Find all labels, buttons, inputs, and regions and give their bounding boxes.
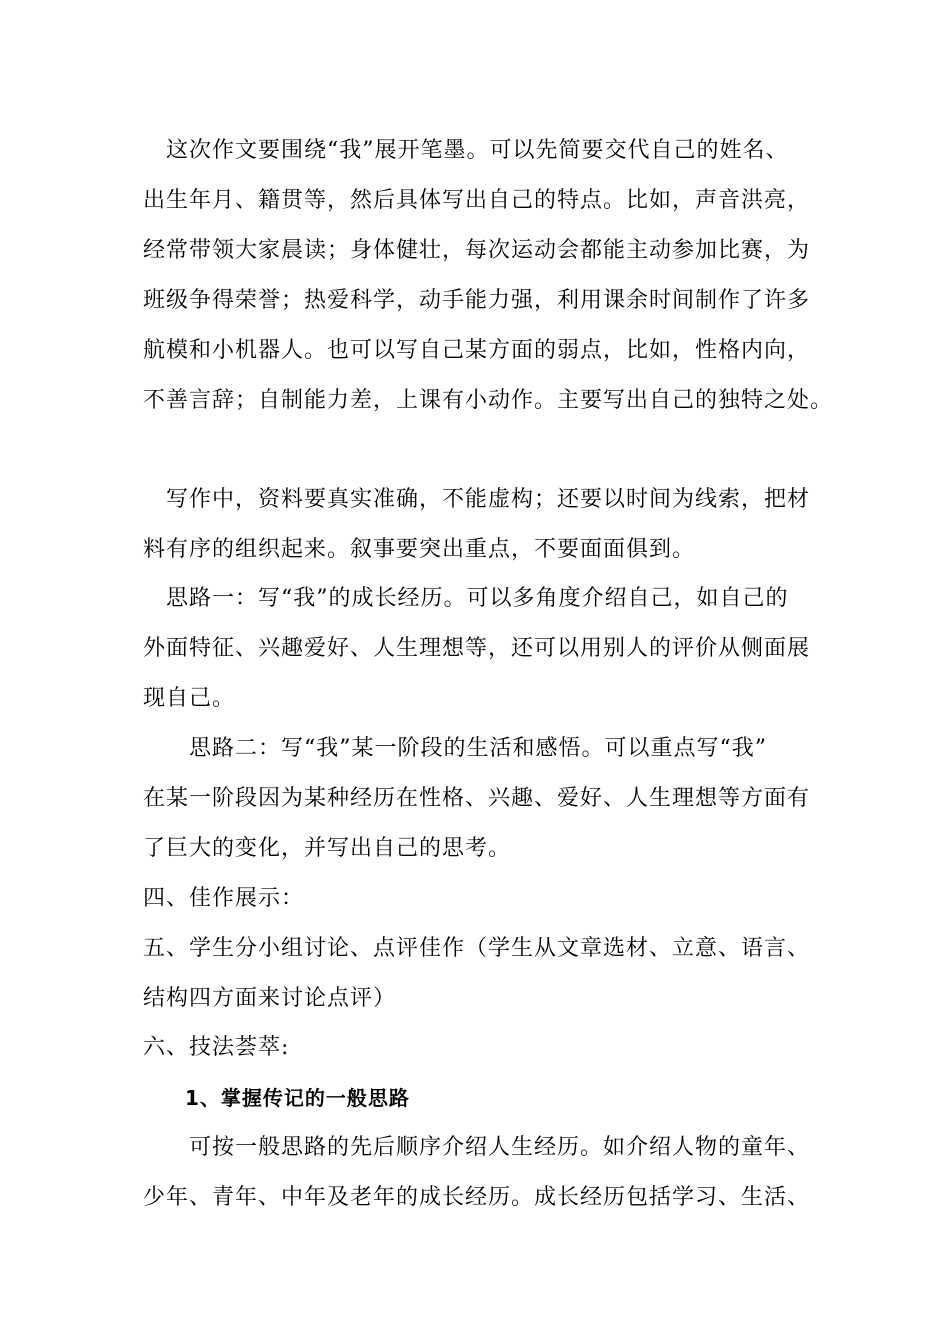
text-line: 在某一阶段因为某种经历在性格、兴趣、爱好、人生理想等方面有 xyxy=(143,786,811,811)
subheading: 1、掌握传记的一般思路 xyxy=(143,1086,410,1110)
text-line: 写作中，资料要真实准确，不能虚构；还要以时间为线索，把材 xyxy=(143,487,811,512)
text-line: 经常带领大家晨读；身体健壮，每次运动会都能主动参加比赛，为 xyxy=(143,238,811,263)
text-line: 结构四方面来讨论点评） xyxy=(143,986,397,1011)
text-line: 外面特征、兴趣爱好、人生理想等，还可以用别人的评价从侧面展 xyxy=(143,636,811,661)
text-line: 五、学生分小组讨论、点评佳作（学生从文章选材、立意、语言、 xyxy=(143,936,811,961)
section-heading: 六、技法荟萃: xyxy=(143,1035,290,1060)
text-line: 这次作文要围绕“我”展开笔墨。可以先简要交代自己的姓名、 xyxy=(143,138,789,163)
text-line: 班级争得荣誉；热爱科学，动手能力强，利用课余时间制作了许多 xyxy=(143,288,811,313)
text-line: 出生年月、籍贯等，然后具体写出自己的特点。比如，声音洪亮， xyxy=(143,188,811,213)
text-line: 现自己。 xyxy=(143,686,236,711)
text-line: 航模和小机器人。也可以写自己某方面的弱点，比如，性格内向， xyxy=(143,338,811,363)
text-line: 少年、青年、中年及老年的成长经历。成长经历包括学习、生活、 xyxy=(143,1185,811,1210)
section-heading: 四、佳作展示： xyxy=(143,886,305,911)
text-line: 料有序的组织起来。叙事要突出重点，不要面面俱到。 xyxy=(143,537,696,562)
text-line: 思路一：写“我”的成长经历。可以多角度介绍自己，如自己的 xyxy=(143,586,789,611)
text-line: 可按一般思路的先后顺序介绍人生经历。如介绍人物的童年、 xyxy=(143,1135,811,1160)
text-line: 了巨大的变化，并写出自己的思考。 xyxy=(143,836,512,861)
text-line: 不善言辞；自制能力差，上课有小动作。主要写出自己的独特之处。 xyxy=(143,388,834,413)
text-line: 思路二：写“我”某一阶段的生活和感悟。可以重点写“我” xyxy=(143,736,767,761)
